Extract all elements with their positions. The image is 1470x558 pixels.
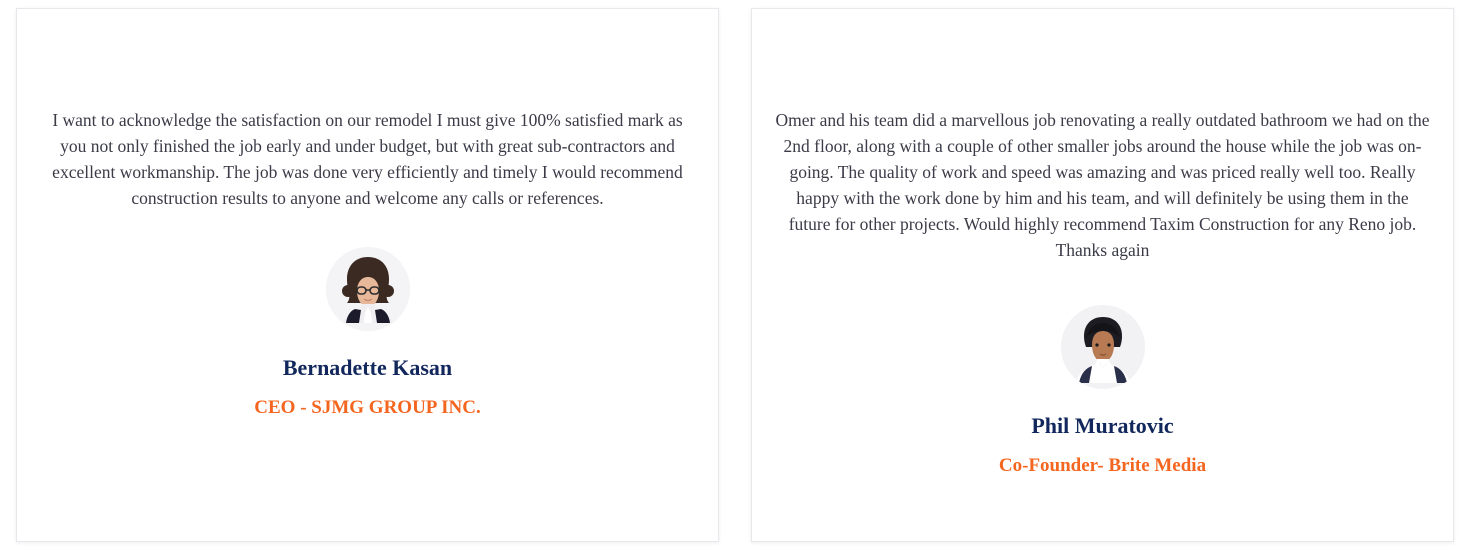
testimonial-quote: Omer and his team did a marvellous job renovating a really outdated bathroom we had on the 2nd floor, along with a couple of other smaller jobs around the house while the job was on-going. The quality of work and speed was amazing and was priced really well too. Really happy with the work done by him and his team, and will definitely be using them in the future for other projects. Would highly recommend Taxim Construction for any Reno job. Thanks again [775, 110, 1430, 260]
testimonial-card [16, 8, 719, 542]
avatar-photo-man [1061, 305, 1145, 389]
testimonial-card [751, 8, 1454, 542]
testimonial-author-name: Bernadette Kasan [282, 355, 453, 380]
testimonial-author-role: Co-Founder- Brite Media [998, 455, 1207, 476]
testimonial-author-role: CEO - SJMG GROUP INC. [254, 397, 481, 418]
avatar-photo-woman [326, 247, 410, 331]
testimonial-author-name: Phil Muratovic [1031, 413, 1174, 438]
testimonial-quote: I want to acknowledge the satisfaction on our remodel I must give 100% satisfied mark as you not only finished the job early and under budget, but with great sub-contractors and excellent workmanship. The job was done very efficiently and timely I would recommend construction results to anyone and welcome any calls or references. [52, 110, 683, 208]
